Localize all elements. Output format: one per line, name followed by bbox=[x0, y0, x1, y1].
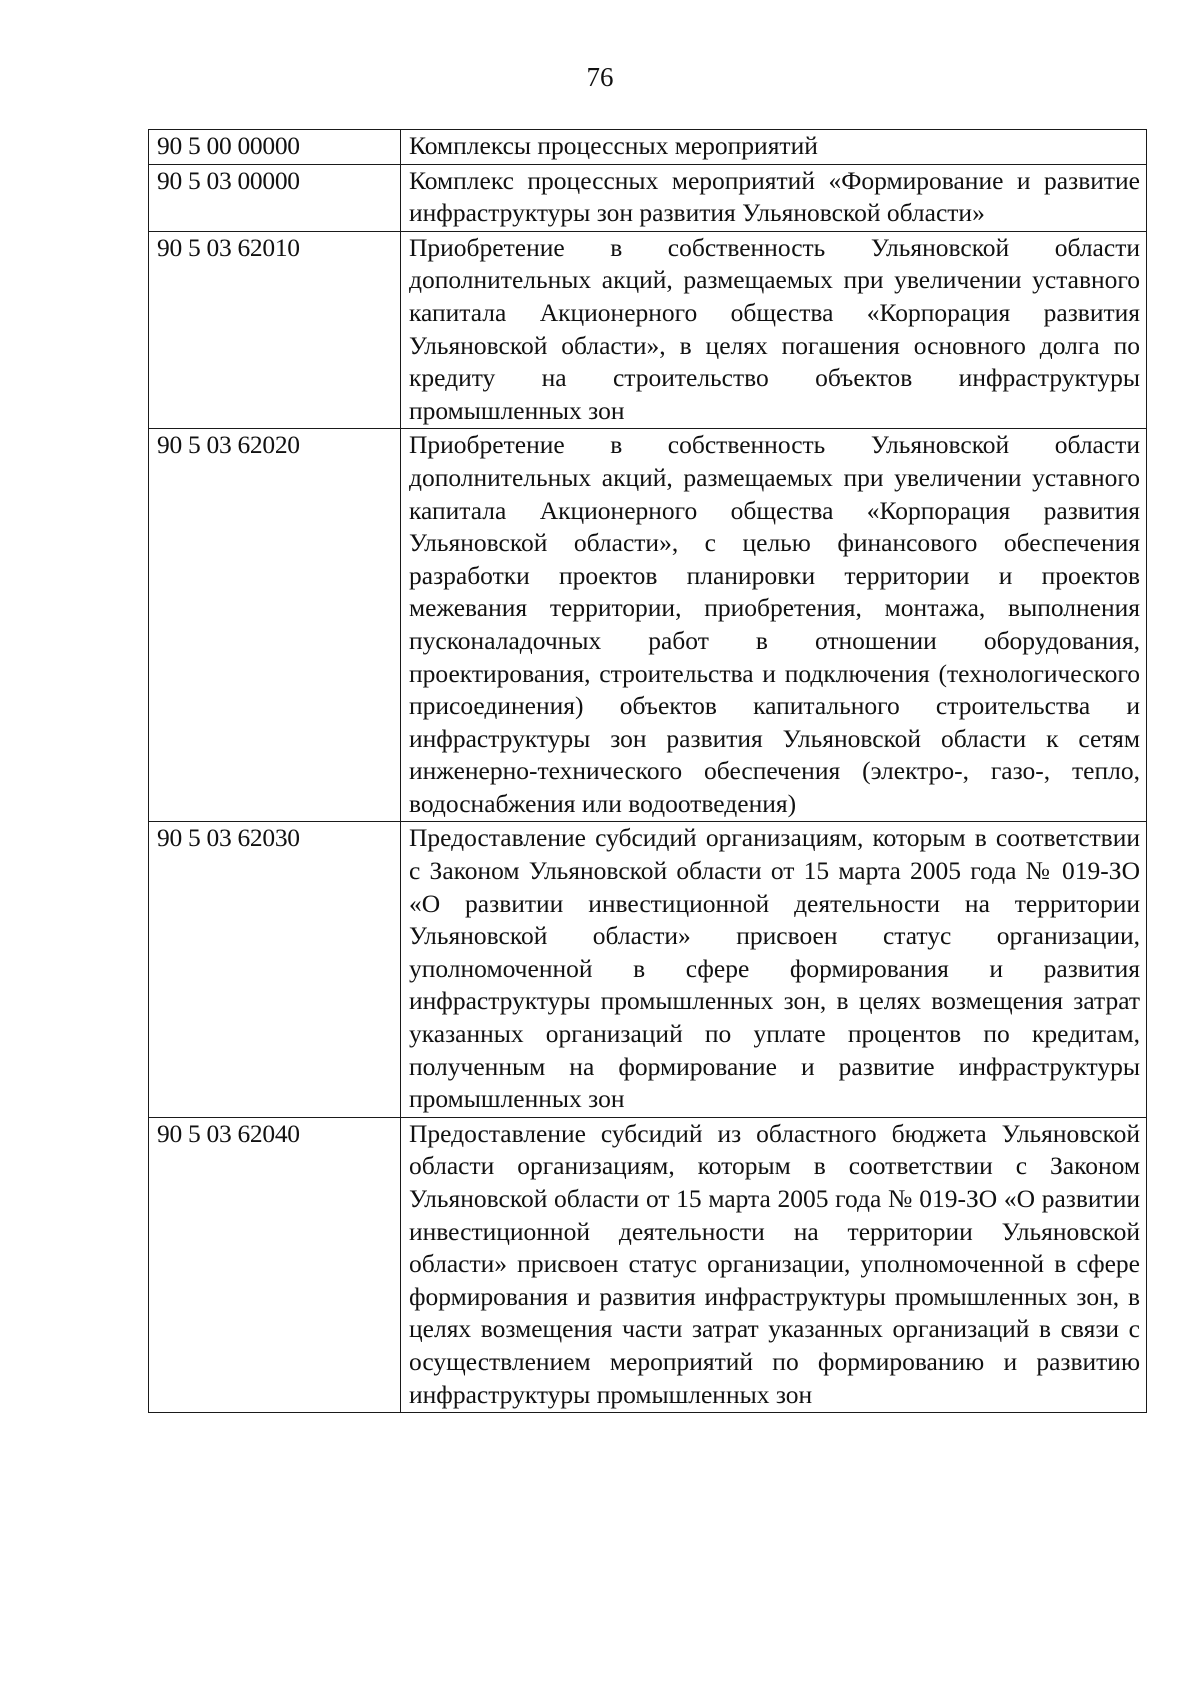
description-cell: Предоставление субсидий организациям, которым в соответствии с Законом Ульяновской области от 15 марта 2005 года № 019-ЗО «О развитии инвестиционной деятельности на территории Ульяновской области» присвоен статус организации, уполномоченной в сфере формирования и развития инфраструктуры промышленных зон, в целях возмещения затрат указанных организаций по уплате процентов по кредитам, полученным на формирование и развитие инфраструктуры промышленных зон bbox=[401, 822, 1147, 1117]
code-cell: 90 5 03 62030 bbox=[149, 822, 401, 1117]
description-cell: Приобретение в собственность Ульяновской области дополнительных акций, размещаемых при увеличении уставного капитала Акционерного общества «Корпорация развития Ульяновской области», с целью финансового обеспечения разработки проектов планировки территории и проектов межевания территории, приобретения, монтажа, выполнения пусконаладочных работ в отношении оборудования, проектирования, строительства и подключения (технологического присоединения) объектов капитального строительства и инфраструктуры зон развития Ульяновской области к сетям инженерно-технического обеспечения (электро-, газо-, тепло, водоснабжения или водоотведения) bbox=[401, 429, 1147, 822]
page-number: 76 bbox=[586, 62, 614, 92]
code-cell: 90 5 03 62010 bbox=[149, 231, 401, 429]
code-cell: 90 5 00 00000 bbox=[149, 130, 401, 165]
description-cell: Предоставление субсидий из областного бюджета Ульяновской области организациям, которым в соответствии с Законом Ульяновской области от 15 марта 2005 года № 019-ЗО «О развитии инвестиционной деятельности на территории Ульяновской области» присвоен статус организации, уполномоченной в сфере формирования и развития инфраструктуры промышленных зон, в целях возмещения части затрат указанных организаций в связи с осуществлением мероприятий по формированию и развитию инфраструктуры промышленных зон bbox=[401, 1117, 1147, 1412]
description-cell: Комплекс процессных мероприятий «Формирование и развитие инфраструктуры зон развития Ульяновской области» bbox=[401, 164, 1147, 231]
table-row bbox=[149, 822, 1147, 1117]
table-row bbox=[149, 130, 1147, 165]
code-cell: 90 5 03 62020 bbox=[149, 429, 401, 822]
budget-classification-table bbox=[148, 129, 1147, 1413]
description-cell: Комплексы процессных мероприятий bbox=[401, 130, 1147, 165]
description-cell: Приобретение в собственность Ульяновской области дополнительных акций, размещаемых при увеличении уставного капитала Акционерного общества «Корпорация развития Ульяновской области», в целях погашения основного долга по кредиту на строительство объектов инфраструктуры промышленных зон bbox=[401, 231, 1147, 429]
table-row bbox=[149, 231, 1147, 429]
code-cell: 90 5 03 00000 bbox=[149, 164, 401, 231]
code-cell: 90 5 03 62040 bbox=[149, 1117, 401, 1412]
table-row bbox=[149, 429, 1147, 822]
table-row bbox=[149, 164, 1147, 231]
table-row bbox=[149, 1117, 1147, 1412]
